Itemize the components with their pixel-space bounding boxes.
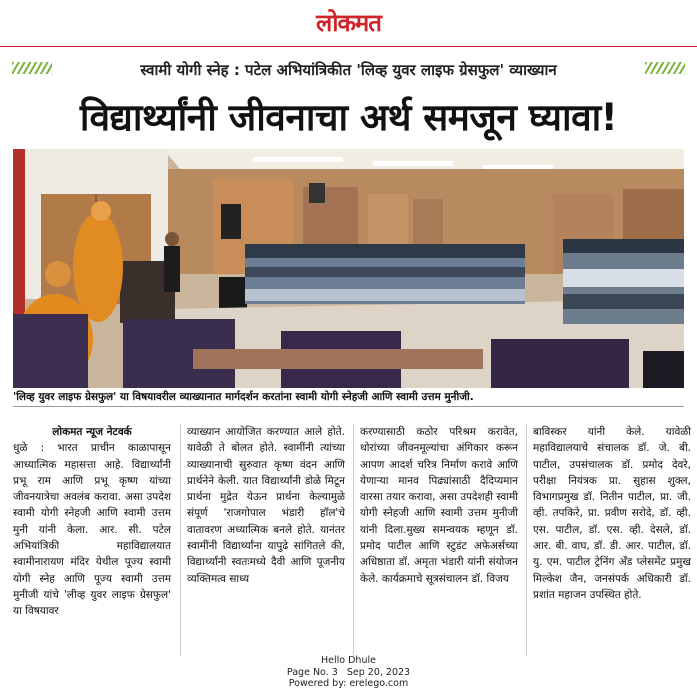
photo-caption: 'लिव्ह युवर लाइफ ग्रेसफुल' या विषयावरील व्याख्यानात मार्गदर्शन करतांना स्वामी योगी स्नेहजी आणि स्वामी उत्तम मुनीजी. xyxy=(13,391,474,403)
footer-page-date xyxy=(0,667,697,679)
event-photo xyxy=(13,149,684,388)
footer-page: Page No. 3 xyxy=(286,666,338,678)
masthead-rule xyxy=(0,46,697,47)
caption-rule xyxy=(13,406,684,407)
masthead-logo: लोकमत xyxy=(316,8,381,37)
column-divider xyxy=(353,424,354,656)
column-divider xyxy=(180,424,181,656)
article-text: व्याख्यान आयोजित करण्यात आले होते. यावेळी ते बोलत होते. स्वामींनी त्यांच्या व्याख्यानाची सुरुवात कृष्ण वंदन आणि प्रार्थनेने केली. यात विद्यार्थ्यांनी डोळे मिटून प्रार्थना मुद्रेत येऊन प्रार्थना केल्यामुळे संपूर्ण 'राजगोपाल भंडारी हॉल'चे वातावरण अध्यात्मिक बनले होते. यानंतर स्वामींनी विद्यार्थ्यांना यापुढे सांगितले की, विद्यार्थ्यांनी स्वतःमध्ये दैवी आणि पूजनीय व्यक्तिमत्व साध्य xyxy=(187,426,345,585)
article-text: धुळे : भारत प्राचीन काळापासून आध्यात्मिक महासत्ता आहे. विद्यार्थ्यांनी प्रभू राम आणि प्रभू कृष्ण यांच्या जीवनयात्रेचा अवलंब करावा. असा उपदेश स्वामी योगी स्नेहजी आणि स्वामी उत्तम मुनी यांनी केला. आर. सी. पटेल अभियांत्रिकी महाविद्यालयात स्वामीनारायण मंदिर येथील पूज्य स्वामी योगी स्नेह आणि पूज्य स्वामी उत्तम मुनीजी यांचे 'लीव्ह युवर लाइफ ग्रेसफुल' या विषयावर xyxy=(13,442,171,618)
footer-date: Sep 20, 2023 xyxy=(346,666,411,678)
footer-edition: Hello Dhule xyxy=(321,655,376,666)
kicker-text: स्वामी योगी स्नेह : पटेल अभियांत्रिकीत 'लिव्ह युवर लाइफ ग्रेसफुल' व्याख्यान xyxy=(140,61,557,79)
article-column-1 xyxy=(13,424,171,620)
article-text: बाविस्कर यांनी केले. यावेळी महाविद्यालयाचे संचालक डॉ. जे. बी. पाटील, उपसंचालक डॉ. प्रमोद देवरे, परीक्षा नियंत्रक प्रा. सुहास शुक्ल, विभागप्रमुख डॉ. नितीन पाटील, प्रा. जी. व्ही. तपकिरे, प्रा. प्रवीण सरोदे, डॉ. व्ही. एस. पाटील, डॉ. एस. व्ही. देसले, डॉ. आर. बी. वाघ, डॉ. डी. आर. पाटील, डॉ. यु. एम. पाटील ट्रेनिंग अँड प्लेसमेंट प्रमुख मिल्केश जैन, जनसंपर्क अधिकारी डॉ. प्रशांत महाजन उपस्थित होते. xyxy=(533,426,691,601)
kicker-stripes-right xyxy=(645,62,685,74)
article-text: करण्यासाठी कठोर परिश्रम करावेत, थोरांच्या जीवनमूल्यांचा अंगिकार करून आपण आदर्श चरित्र निर्माण करावे आणि येणाऱ्या मानव पिढ्यांसाठी दैदिप्यमान वारसा तयार करावा, असा उपदेशही स्वामी योगी स्नेहजी आणि स्वामी उत्तम मुनीजी यांनी दिला.मुख्य समन्वयक म्हणून डॉ. प्रमोद पाटील आणि स्टुडंट अफेअर्सच्या अधिष्ठाता डॉ. अमृता भंडारी यांनी संयोजन केले. कार्यक्रमाचे सूत्रसंचालन डॉ. विजय xyxy=(360,426,518,585)
article-column-4 xyxy=(533,424,691,603)
kicker-stripes-left xyxy=(12,62,52,74)
byline: लोकमत न्यूज नेटवर्क xyxy=(52,426,132,438)
article-column-3 xyxy=(360,424,518,587)
column-divider xyxy=(526,424,527,656)
article-column-2 xyxy=(187,424,345,587)
headline: विद्यार्थ्यांनी जीवनाचा अर्थ समजून घ्यावा! xyxy=(79,96,618,139)
footer-powered-by: Powered by: erelego.com xyxy=(288,678,409,689)
page-footer xyxy=(0,655,697,690)
